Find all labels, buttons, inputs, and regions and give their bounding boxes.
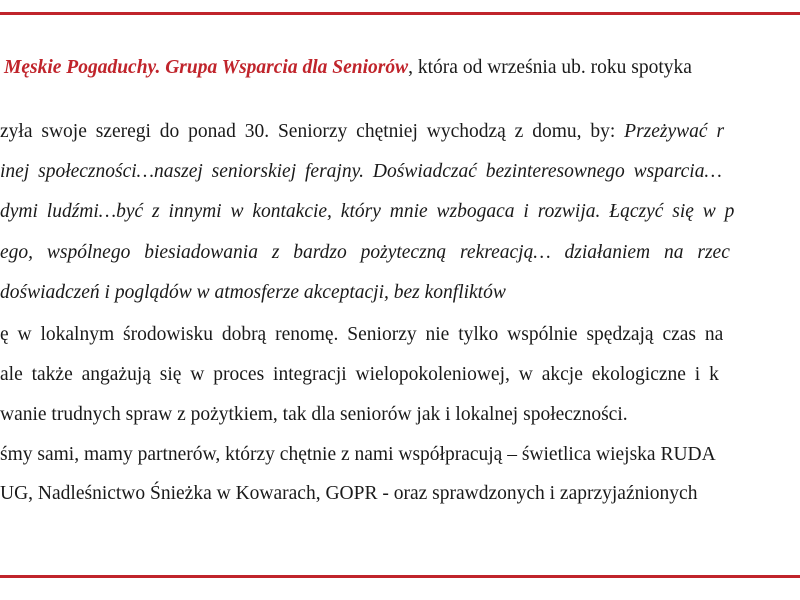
text-line-6: doświadczeń i poglądów w atmosferze akceptacji, bez konfliktów [0,282,506,303]
text-line-11: UG, Nadleśnictwo Śnieżka w Kowarach, GOPR - oraz sprawdzonych i zaprzyjaźnionych [0,483,698,504]
text-line-4: dymi ludźmi…być z innymi w kontakcie, który mnie wzbogaca i rozwija. Łączyć się w p [0,201,735,222]
text-line-1 [4,56,692,80]
text-line-10: śmy sami, mamy partnerów, którzy chętnie z nami współpracują – świetlica wiejska RUDA [0,444,716,465]
text-line-2-italic: Przeżywać r [624,121,725,142]
text-line-2-plain: zyła swoje szeregi do ponad 30. Seniorzy chętniej wychodzą z domu, by: [0,121,625,142]
text-line-7: ę w lokalnym środowisku dobrą renomę. Seniorzy nie tylko wspólnie spędzają czas na [0,324,724,345]
top-red-rule [0,12,800,15]
text-line-3: inej społeczności…naszej seniorskiej ferajny. Doświadczać bezinteresownego wsparcia… [0,161,722,182]
group-name-highlight: Męskie Pogaduchy. Grupa Wsparcia dla Seniorów [4,57,409,78]
text-line-1-rest: , która od września ub. roku spotyka [408,57,692,78]
text-line-9: wanie trudnych spraw z pożytkiem, tak dla seniorów jak i lokalnej społeczności. [0,404,628,425]
text-line-8: ale także angażują się w proces integracji wielopokoleniowej, w akcje ekologiczne i k [0,364,719,385]
text-line-5: ego, wspólnego biesiadowania z bardzo pożyteczną rekreacją… działaniem na rzec [0,242,730,263]
bottom-red-rule [0,575,800,578]
text-line-2 [0,120,724,144]
